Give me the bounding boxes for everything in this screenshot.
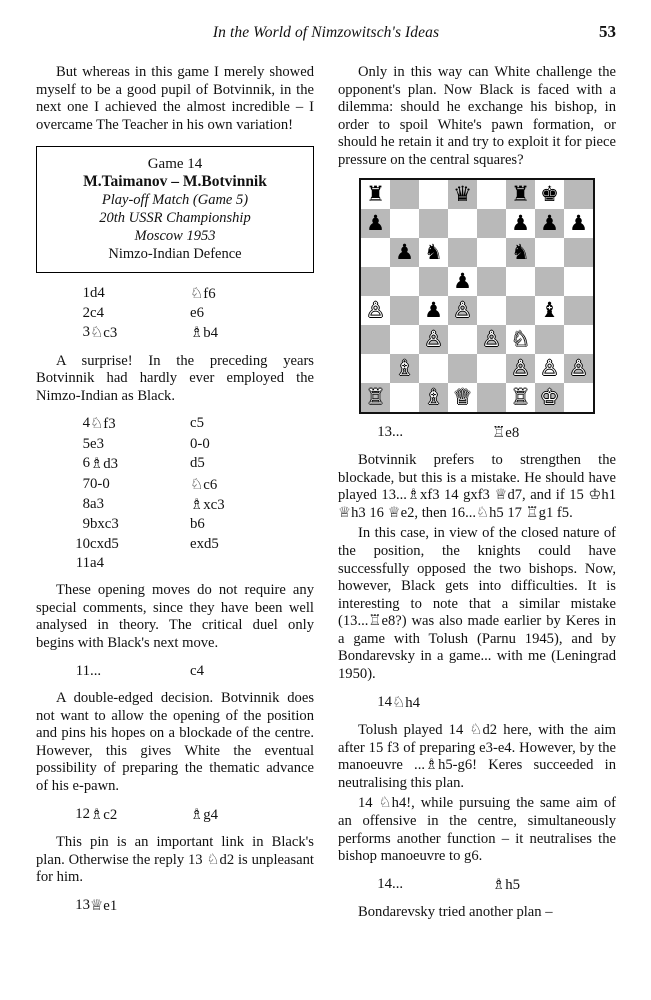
chess-piece: ♜: [366, 181, 385, 206]
board-square: [535, 325, 564, 354]
board-square: [419, 180, 448, 209]
chess-piece: ♜: [511, 181, 530, 206]
board-square: [506, 296, 535, 325]
board-square: [535, 354, 564, 383]
chess-piece: ♖: [366, 384, 385, 409]
move-list-main: [36, 414, 314, 573]
board-square: [506, 383, 535, 412]
board-square: [564, 238, 593, 267]
move-number: 11: [75, 662, 90, 679]
board-square: [506, 354, 535, 383]
black-move: [190, 554, 314, 573]
left-column: [36, 64, 314, 925]
chess-piece: ♟: [366, 210, 385, 235]
board-square: [390, 354, 419, 383]
white-move: ...: [90, 662, 102, 679]
chess-piece: ♟: [511, 210, 530, 235]
chess-piece: ♗: [395, 355, 414, 380]
black-move: ♘f6: [190, 285, 216, 302]
move-number: 11: [75, 555, 90, 572]
move-row: [36, 454, 314, 474]
move-row: [36, 896, 314, 916]
white-move: ♗d3: [90, 456, 119, 473]
board-square: [448, 180, 477, 209]
black-move: ♘c6: [190, 476, 218, 493]
paragraph: This pin is an important link in Black's plan. Otherwise the reply 13 ♘d2 is unpleasant for him.: [36, 833, 314, 886]
board-square: [564, 383, 593, 412]
chess-piece: ♟: [453, 268, 472, 293]
chess-piece: ♚: [540, 181, 559, 206]
move-number: 1: [82, 284, 90, 301]
black-move: ♖e8: [492, 424, 520, 441]
board-square: [535, 383, 564, 412]
board-square: [506, 267, 535, 296]
board-square: [564, 325, 593, 354]
text-columns: [36, 64, 616, 925]
board-square: [448, 238, 477, 267]
page-content: [36, 22, 616, 972]
move-number: 13: [377, 423, 392, 440]
page-number: 53: [599, 22, 616, 41]
paragraph: Bondarevsky tried another plan –: [358, 904, 553, 921]
board-square: [419, 354, 448, 383]
board-square: [419, 267, 448, 296]
board-square: [361, 267, 390, 296]
chess-piece: ♙: [569, 355, 588, 380]
black-move: ♗h5: [492, 876, 521, 893]
chess-piece: ♟: [540, 210, 559, 235]
game-header-box: [36, 146, 314, 273]
paragraph: But whereas in this game I merely showed myself to be a good pupil of Botvinnik, in the next one I achieved the almost incredible – I overcame The Teacher in his own variation!: [36, 64, 314, 133]
move-number: 12: [75, 805, 90, 822]
white-move: e3: [90, 435, 104, 452]
paragraph: 14 ♘h4!, while pursuing the same aim of an offensive in the centre, simultaneously performs another function – it neutralises the bishop manoeuvre to g6.: [338, 795, 616, 865]
chess-diagram: [338, 178, 616, 414]
board-square: [477, 238, 506, 267]
game-championship: 20th USSR Championship: [99, 210, 251, 227]
move-number: 10: [75, 535, 90, 552]
chess-piece: ♞: [511, 239, 530, 264]
chess-piece: ♙: [366, 297, 385, 322]
move-list-13: [36, 896, 314, 916]
board-square: [477, 180, 506, 209]
white-move: d4: [90, 284, 105, 301]
move-number: 6: [82, 455, 90, 472]
move-list-14: [338, 693, 616, 713]
board-square: [535, 238, 564, 267]
board-square: [419, 296, 448, 325]
chess-piece: ♝: [540, 297, 559, 322]
board-square: [448, 209, 477, 238]
board-square: [361, 296, 390, 325]
move-number: 8: [82, 495, 90, 512]
chess-piece: ♙: [511, 355, 530, 380]
chess-board: [359, 178, 595, 414]
move-list-11-black: [36, 662, 314, 681]
board-square: [564, 267, 593, 296]
paragraph: In this case, in view of the closed nature of the position, the knights could have successfully opposed the two bishops. Now, however, Black gets into difficulties. It is interesting to note that a similar mistake (13...♖e8?) was also made earlier by Keres in a game with Tolush (Parnu 1945), and by Bondarevsky in a game... with me (Leningrad 1950).: [338, 525, 616, 683]
move-row: [338, 693, 616, 713]
white-move: ...: [392, 423, 404, 440]
move-number: 14: [377, 693, 392, 710]
board-square: [419, 238, 448, 267]
paragraph: A surprise! In the preceding years Botvinnik had hardly ever employed the Nimzo-Indian as Black.: [36, 352, 314, 404]
move-row: [36, 515, 314, 534]
board-square: [477, 325, 506, 354]
chess-piece: ♟: [395, 239, 414, 264]
paragraph: A double-edged decision. Botvinnik does not want to allow the opening of the position and pins his hopes on a blockade of the centre. However, this gives White the eventual possibility of preparing the thematic advance of his e-pawn.: [36, 690, 314, 794]
board-square: [506, 180, 535, 209]
paragraph: Botvinnik prefers to strengthen the blockade, but this is a mistake. He should have played 13...♗xf3 14 gxf3 ♕d7, and if 15 ♔h1 ♕h3 16 ♕e2, then 16...♘h5 17 ♖g1 f5.: [338, 451, 616, 521]
move-list-opening: [36, 283, 314, 343]
board-square: [390, 238, 419, 267]
black-move: d5: [190, 455, 205, 472]
black-move: ♗b4: [190, 325, 219, 342]
paragraph: Tolush played 14 ♘d2 here, with the aim after 15 f3 of preparing e3-e4. However, by the manoeuvre ...♗h5-g6! Keres succeeded in neutralising this plan.: [338, 722, 616, 791]
board-square: [448, 267, 477, 296]
move-row: [36, 554, 314, 573]
paragraph: Only in this way can White challenge the opponent's plan. Now Black is faced with a dilemma: should he exchange his bishop, in order to spoil White's pawn formation, or should he retain it and try to exploit it for piece pressure on the central squares?: [338, 64, 616, 168]
move-row: [36, 304, 314, 323]
board-square: [564, 354, 593, 383]
board-square: [535, 209, 564, 238]
board-square: [390, 325, 419, 354]
move-list-12: [36, 805, 314, 825]
board-square: [477, 267, 506, 296]
board-square: [448, 354, 477, 383]
game-place-year: Moscow 1953: [134, 228, 216, 245]
white-move: ♘h4: [392, 694, 421, 711]
white-move: a4: [90, 555, 104, 572]
black-move: [190, 896, 314, 916]
game-opening: Nimzo-Indian Defence: [108, 246, 242, 263]
white-move: ...: [392, 875, 404, 892]
chess-piece: ♛: [453, 181, 472, 206]
board-square: [419, 325, 448, 354]
move-row: [36, 414, 314, 434]
game-event: Play-off Match (Game 5): [101, 192, 249, 209]
move-row: [338, 423, 616, 443]
board-square: [506, 238, 535, 267]
board-square: [535, 267, 564, 296]
chess-piece: ♗: [424, 384, 443, 409]
board-square: [390, 296, 419, 325]
board-square: [361, 209, 390, 238]
board-square: [419, 383, 448, 412]
move-number: 9: [82, 516, 90, 533]
chess-piece: ♟: [424, 297, 443, 322]
white-move: ♘f3: [90, 416, 116, 433]
board-square: [419, 209, 448, 238]
move-row: [36, 474, 314, 494]
board-square: [361, 238, 390, 267]
running-title: In the World of Nimzowitsch's Ideas: [212, 24, 440, 41]
board-square: [390, 180, 419, 209]
chess-piece: ♞: [424, 239, 443, 264]
white-move: ♗c2: [90, 806, 118, 823]
board-square: [448, 325, 477, 354]
board-square: [506, 209, 535, 238]
chess-piece: ♙: [424, 326, 443, 351]
move-row: [338, 875, 616, 895]
chess-piece: ♕: [453, 384, 472, 409]
board-square: [506, 325, 535, 354]
black-move: [492, 693, 616, 713]
board-square: [361, 180, 390, 209]
board-square: [390, 209, 419, 238]
move-number: 4: [82, 415, 90, 432]
white-move: ♕e1: [90, 897, 118, 914]
move-list-14-black: [338, 875, 616, 895]
move-number: 13: [75, 896, 90, 913]
game-players: M.Taimanov – M.Botvinnik: [83, 173, 267, 191]
board-square: [390, 267, 419, 296]
chess-piece: ♙: [453, 297, 472, 322]
right-column: [338, 64, 616, 925]
board-square: [535, 296, 564, 325]
black-move: c5: [190, 415, 204, 432]
game-number: Game 14: [147, 156, 203, 173]
move-list-13-black: [338, 423, 616, 443]
move-number: 14: [377, 875, 392, 892]
board-square: [535, 180, 564, 209]
move-number: 2: [82, 304, 90, 321]
board-square: [477, 354, 506, 383]
black-move: e6: [190, 304, 204, 321]
board-square: [477, 209, 506, 238]
move-row: [36, 283, 314, 303]
board-square: [361, 354, 390, 383]
move-number: 5: [82, 435, 90, 452]
board-square: [361, 325, 390, 354]
chess-piece: ♙: [482, 326, 501, 351]
board-square: [361, 383, 390, 412]
white-move: bxc3: [90, 516, 119, 533]
chess-piece: ♔: [540, 384, 559, 409]
board-square: [448, 383, 477, 412]
paragraph: These opening moves do not require any special comments, since they have been well analysed in theory. The critical duel only begins with Black's next move.: [36, 582, 314, 652]
black-move: exd5: [190, 535, 219, 552]
move-row: [36, 435, 314, 454]
move-row: [36, 535, 314, 554]
board-square: [477, 383, 506, 412]
board-square: [477, 296, 506, 325]
black-move: ♗g4: [190, 806, 219, 823]
board-square: [564, 180, 593, 209]
chess-piece: ♖: [511, 384, 530, 409]
chess-piece: ♟: [569, 210, 588, 235]
white-move: 0-0: [90, 475, 110, 492]
move-row: [36, 805, 314, 825]
black-move: c4: [190, 662, 204, 679]
chess-piece: ♘: [511, 326, 530, 351]
move-number: 7: [82, 475, 90, 492]
move-row: [36, 495, 314, 515]
board-square: [448, 296, 477, 325]
black-move: b6: [190, 516, 205, 533]
move-number: 3: [82, 324, 90, 341]
move-row: [36, 662, 314, 681]
move-row: [36, 323, 314, 343]
black-move: 0-0: [190, 435, 210, 452]
board-square: [564, 296, 593, 325]
white-move: ♘c3: [90, 325, 118, 342]
page-header: [36, 22, 616, 52]
board-square: [390, 383, 419, 412]
white-move: c4: [90, 304, 104, 321]
white-move: a3: [90, 495, 104, 512]
white-move: cxd5: [90, 535, 119, 552]
chess-piece: ♙: [540, 355, 559, 380]
black-move: ♗xc3: [190, 496, 225, 513]
board-square: [564, 209, 593, 238]
